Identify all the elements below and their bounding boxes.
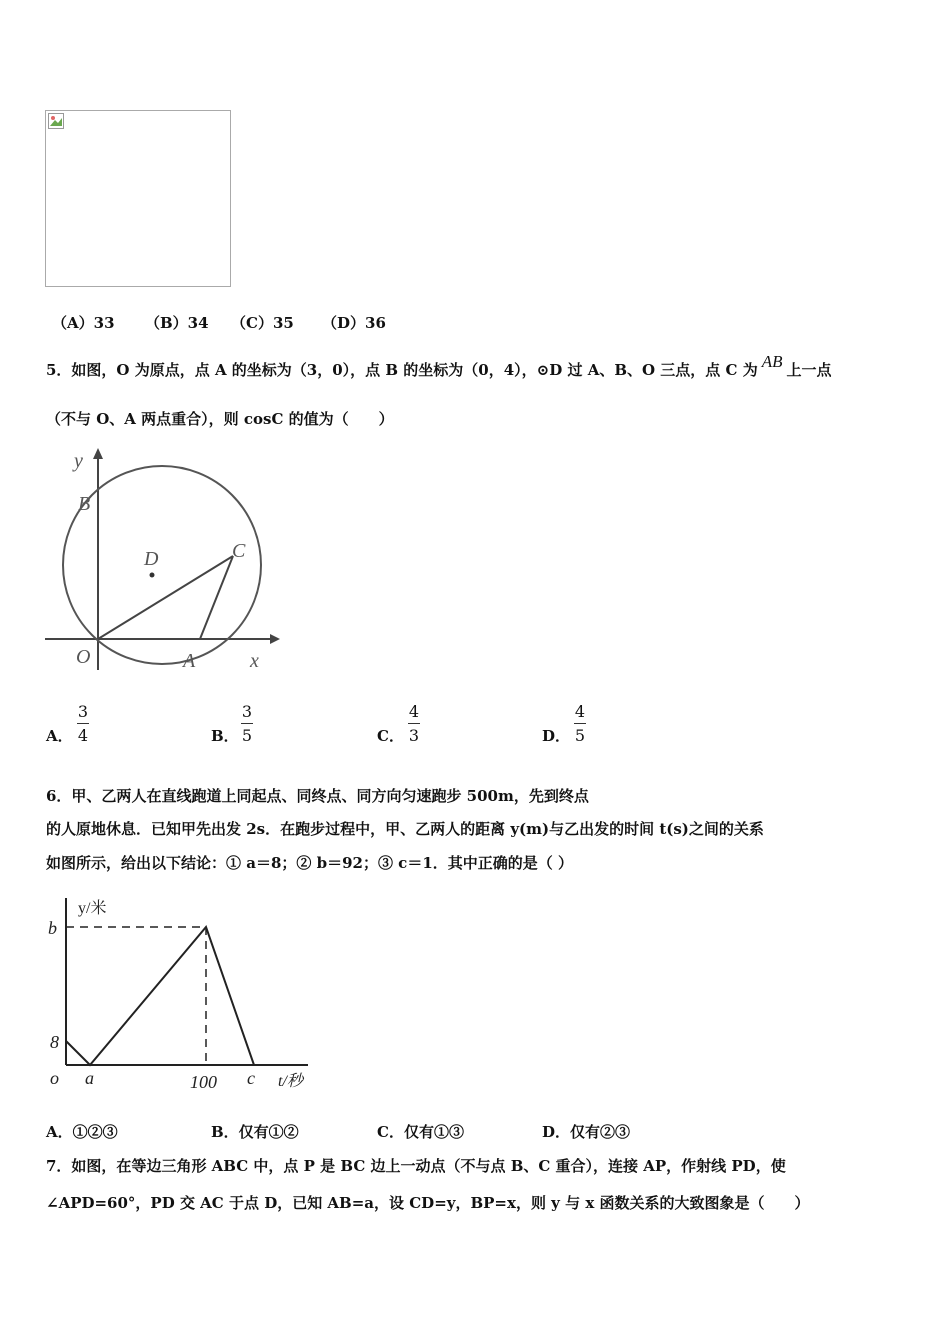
numerator: 4	[408, 702, 420, 721]
label-b: B	[78, 493, 91, 515]
label-y: y	[74, 450, 83, 472]
label-c: C	[232, 540, 246, 562]
fraction-bar	[408, 723, 420, 724]
chord-oc	[98, 556, 233, 639]
x-tick-100: 100	[190, 1072, 217, 1092]
numerator: 4	[574, 702, 586, 721]
chord-ac	[200, 556, 233, 639]
circle-d	[63, 466, 261, 664]
label-d: D	[144, 548, 159, 570]
denominator: 3	[408, 726, 420, 745]
q6-option-b: B．仅有①②	[211, 1123, 299, 1141]
fraction-bar	[77, 723, 89, 724]
q5-option-a-label: A．	[46, 727, 73, 745]
denominator: 5	[241, 726, 253, 745]
q6-line1: 6．甲、乙两人在直线跑道上同起点、同终点、同方向匀速跑步 500m，先到终点	[46, 787, 589, 805]
q5-line1	[46, 352, 832, 380]
q5-option-c-label: C．	[377, 727, 404, 745]
q6-option-c: C．仅有①③	[377, 1123, 464, 1141]
q5-line2: （不与 O、A 两点重合），则 cosC 的值为（ ）	[46, 410, 394, 428]
q7-line2: ∠APD=60°，PD 交 AC 于点 D，已知 AB=a，设 CD=y，BP=x，则 y 与 x 函数关系的大致图象是（ ）	[46, 1194, 810, 1212]
denominator: 4	[77, 726, 89, 745]
q5-option-b-fraction	[241, 702, 253, 745]
q6-distance-chart	[40, 890, 320, 1095]
numerator: 3	[77, 702, 89, 721]
q6-line3: 如图所示，给出以下结论：① a＝8；② b＝92；③ c＝1．其中正确的是（ ）	[46, 854, 573, 872]
distance-series-line	[66, 927, 254, 1065]
fraction-bar	[574, 723, 586, 724]
y-axis-arrow	[93, 448, 103, 459]
x-tick-a: a	[85, 1068, 94, 1088]
y-axis-label: y/米	[78, 900, 107, 917]
q5-option-b-label: B．	[211, 727, 239, 745]
q5-line1-prefix: 5．如图，O 为原点，点 A 的坐标为（3，0），点 B 的坐标为（0，4），⊙D 过 A、B、O 三点，点 C 为	[46, 361, 758, 379]
q5-option-a-fraction	[77, 702, 89, 745]
q4-option-c: （C）35	[231, 314, 294, 332]
label-a: A	[183, 650, 196, 672]
x-axis-arrow	[270, 634, 280, 644]
label-o: O	[76, 646, 91, 668]
q7-line1: 7．如图，在等边三角形 ABC 中，点 P 是 BC 边上一动点（不与点 B、C 重合），连接 AP，作射线 PD，使	[46, 1157, 786, 1175]
x-tick-c: c	[247, 1068, 255, 1088]
q4-option-a: （A）33	[52, 314, 115, 332]
x-axis-label: t/秒	[278, 1073, 303, 1090]
q4-option-d: （D）36	[322, 314, 386, 332]
x-tick-o: o	[50, 1068, 59, 1088]
q5-line1-suffix: 上一点	[786, 361, 832, 379]
label-x: x	[250, 650, 259, 672]
y-tick-b: b	[48, 918, 57, 938]
q6-option-a: A．①②③	[46, 1123, 118, 1141]
center-point-d	[150, 573, 155, 578]
denominator: 5	[574, 726, 586, 745]
q5-circle-figure	[40, 445, 280, 675]
q4-option-b: （B）34	[145, 314, 209, 332]
q5-option-d-label: D．	[542, 727, 571, 745]
numerator: 3	[241, 702, 253, 721]
broken-image-placeholder	[45, 110, 231, 287]
q6-line2: 的人原地休息．已知甲先出发 2s．在跑步过程中，甲、乙两人的距离 y(m)与乙出发的时间 t(s)之间的关系	[46, 820, 764, 838]
q5-option-d-fraction	[574, 702, 586, 745]
q5-option-c-fraction	[408, 702, 420, 745]
broken-image-icon	[48, 113, 64, 129]
fraction-bar	[241, 723, 253, 724]
y-tick-8: 8	[50, 1032, 59, 1052]
q5-arc-label: AB	[761, 352, 783, 371]
q6-option-d: D．仅有②③	[542, 1123, 631, 1141]
